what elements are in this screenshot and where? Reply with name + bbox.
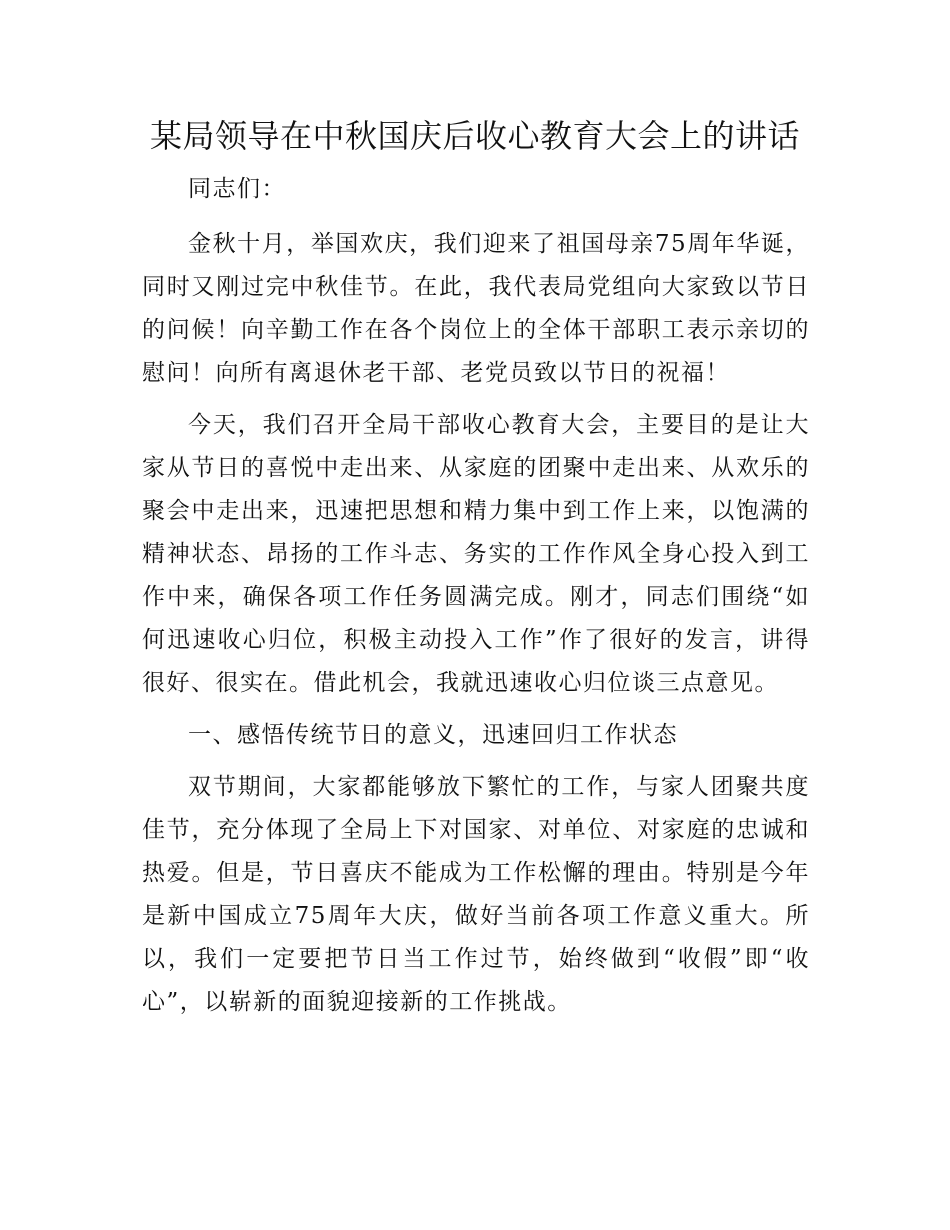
section-heading-1: 一、感悟传统节日的意义，迅速回归工作状态 <box>188 722 678 748</box>
paragraph-greeting: 金秋十月，举国欢庆，我们迎来了祖国母亲75周年华诞，同时又刚过完中秋佳节。在此，我代表局党组向大家致以节日的问候！向辛勤工作在各个岗位上的全体干部职工表示亲切的慰问！向所有离退休老干部、老党员致以节日的祝福！ <box>142 231 810 386</box>
paragraph-purpose: 今天，我们召开全局干部收心教育大会，主要目的是让大家从节日的喜悦中走出来、从家庭的团聚中走出来、从欢乐的聚会中走出来，迅速把思想和精力集中到工作上来，以饱满的精神状态、昂扬的工作斗志、务实的工作作风全身心投入到工作中来，确保各项工作任务圆满完成。刚才，同志们围绕“如何迅速收心归位，积极主动投入工作”作了很好的发言，讲得很好、很实在。借此机会，我就迅速收心归位谈三点意见。 <box>142 412 810 696</box>
document-body <box>142 168 810 1033</box>
paragraph-section-1: 双节期间，大家都能够放下繁忙的工作，与家人团聚共度佳节，充分体现了全局上下对国家、对单位、对家庭的忠诚和热爱。但是，节日喜庆不能成为工作松懈的理由。特别是今年是新中国成立75周年大庆，做好当前各项工作意义重大。所以，我们一定要把节日当工作过节，始终做到“收假”即“收心”，以崭新的面貌迎接新的工作挑战。 <box>142 774 810 1015</box>
salutation: 同志们： <box>188 176 286 202</box>
document-title: 某局领导在中秋国庆后收心教育大会上的讲话 <box>149 117 800 155</box>
